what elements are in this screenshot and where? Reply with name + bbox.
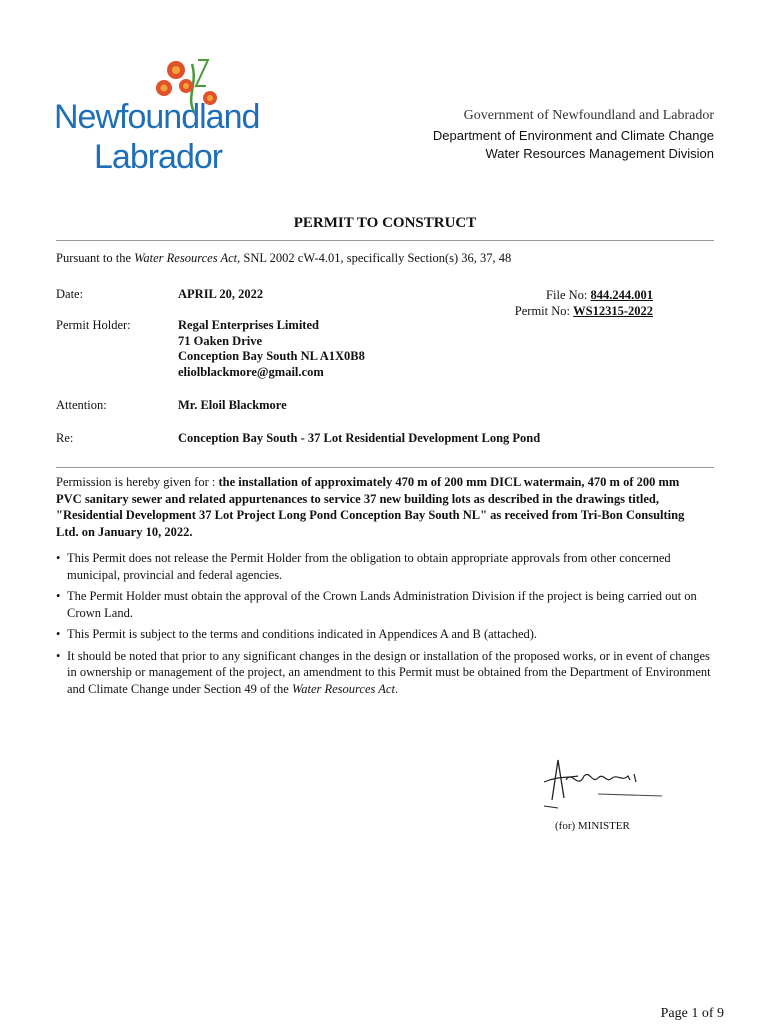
pursuant-line (56, 251, 511, 266)
condition-text: This Permit is subject to the terms and conditions indicated in Appendices A and B (attached). (67, 627, 538, 641)
bullet: • (56, 589, 61, 603)
document-title: PERMIT TO CONSTRUCT (293, 215, 477, 231)
bullet: • (56, 627, 61, 641)
permission-pre: Permission is hereby given for : (56, 475, 219, 489)
amendment-post: . (394, 681, 399, 696)
permit-value: WS12315-2022 (573, 304, 653, 318)
permit-holder-label: Permit Holder: (56, 318, 131, 332)
list-item (56, 550, 712, 583)
amendment-act: Water Resources Act (291, 681, 395, 696)
division-name: Water Resources Management Division (485, 146, 714, 161)
logo-word-labrador: Labrador (94, 138, 223, 176)
page-number: Page 1 of 9 (660, 1006, 724, 1021)
holder-name: Regal Enterprises Limited (178, 318, 319, 332)
signature-caption: (for) MINISTER (555, 820, 630, 832)
file-numbers (515, 287, 653, 319)
list-item (56, 626, 712, 643)
file-number-line (515, 287, 653, 303)
attention-value: Mr. Eloil Blackmore (178, 398, 287, 412)
list-item (56, 648, 712, 698)
holder-email: eliolblackmore@gmail.com (178, 364, 324, 379)
holder-street: 71 Oaken Drive (178, 333, 263, 348)
amendment-pre: It should be noted that prior to any significant changes in the design or installation of the proposed works, or in event of changes in ownership or management of the project, an amendment to this Permit must be obtained from the Department of Environment and Climate Change under Section 49 of the (67, 648, 711, 696)
pursuant-pre: Pursuant to the (56, 251, 135, 265)
date-label: Date: (56, 287, 84, 301)
bullet: • (56, 648, 61, 663)
permit-label: Permit No: (514, 304, 570, 318)
re-label: Re: (56, 431, 74, 445)
bullet: • (56, 551, 61, 565)
permission-statement (56, 474, 706, 540)
minister-signature (538, 750, 668, 810)
department-header (433, 108, 714, 164)
permit-holder-address (178, 318, 538, 380)
divider (56, 240, 714, 241)
date-value: APRIL 20, 2022 (178, 287, 264, 301)
newfoundland-labrador-logo (50, 56, 270, 176)
re-value: Conception Bay South - 37 Lot Residential Development Long Pond (178, 431, 541, 445)
conditions-list (56, 550, 712, 702)
permit-number-line (515, 303, 653, 319)
divider (56, 467, 714, 468)
file-value: 844.244.001 (590, 288, 653, 302)
permission-details: the installation of approximately 470 m of 200 mm DICL watermain, 470 m of 200 mm PVC sanitary sewer and related appurtenances to service 37 new building lots as described in the drawings titled, "Residential Development 37 Lot Project Long Pond Conception Bay South NL" as received from Tri-Bon Consulting Ltd. on January 10, 2022. (56, 475, 685, 539)
attention-label: Attention: (56, 398, 107, 412)
list-item (56, 588, 712, 621)
condition-text: The Permit Holder must obtain the approval of the Crown Lands Administration Division if the project is being carried out on Crown Land. (67, 589, 697, 620)
pursuant-act: Water Resources Act (134, 251, 238, 265)
department-name: Department of Environment and Climate Change (432, 128, 714, 143)
logo-word-newfoundland: Newfoundland (54, 98, 260, 136)
government-name: Government of Newfoundland and Labrador (463, 108, 714, 123)
file-label: File No: (546, 288, 588, 302)
pursuant-post: , SNL 2002 cW-4.01, specifically Section(s) 36, 37, 48 (237, 251, 512, 265)
holder-city: Conception Bay South NL A1X0B8 (178, 349, 365, 363)
condition-text: This Permit does not release the Permit Holder from the obligation to obtain appropriate approvals from other concerned municipal, provincial and federal agencies. (67, 551, 671, 582)
